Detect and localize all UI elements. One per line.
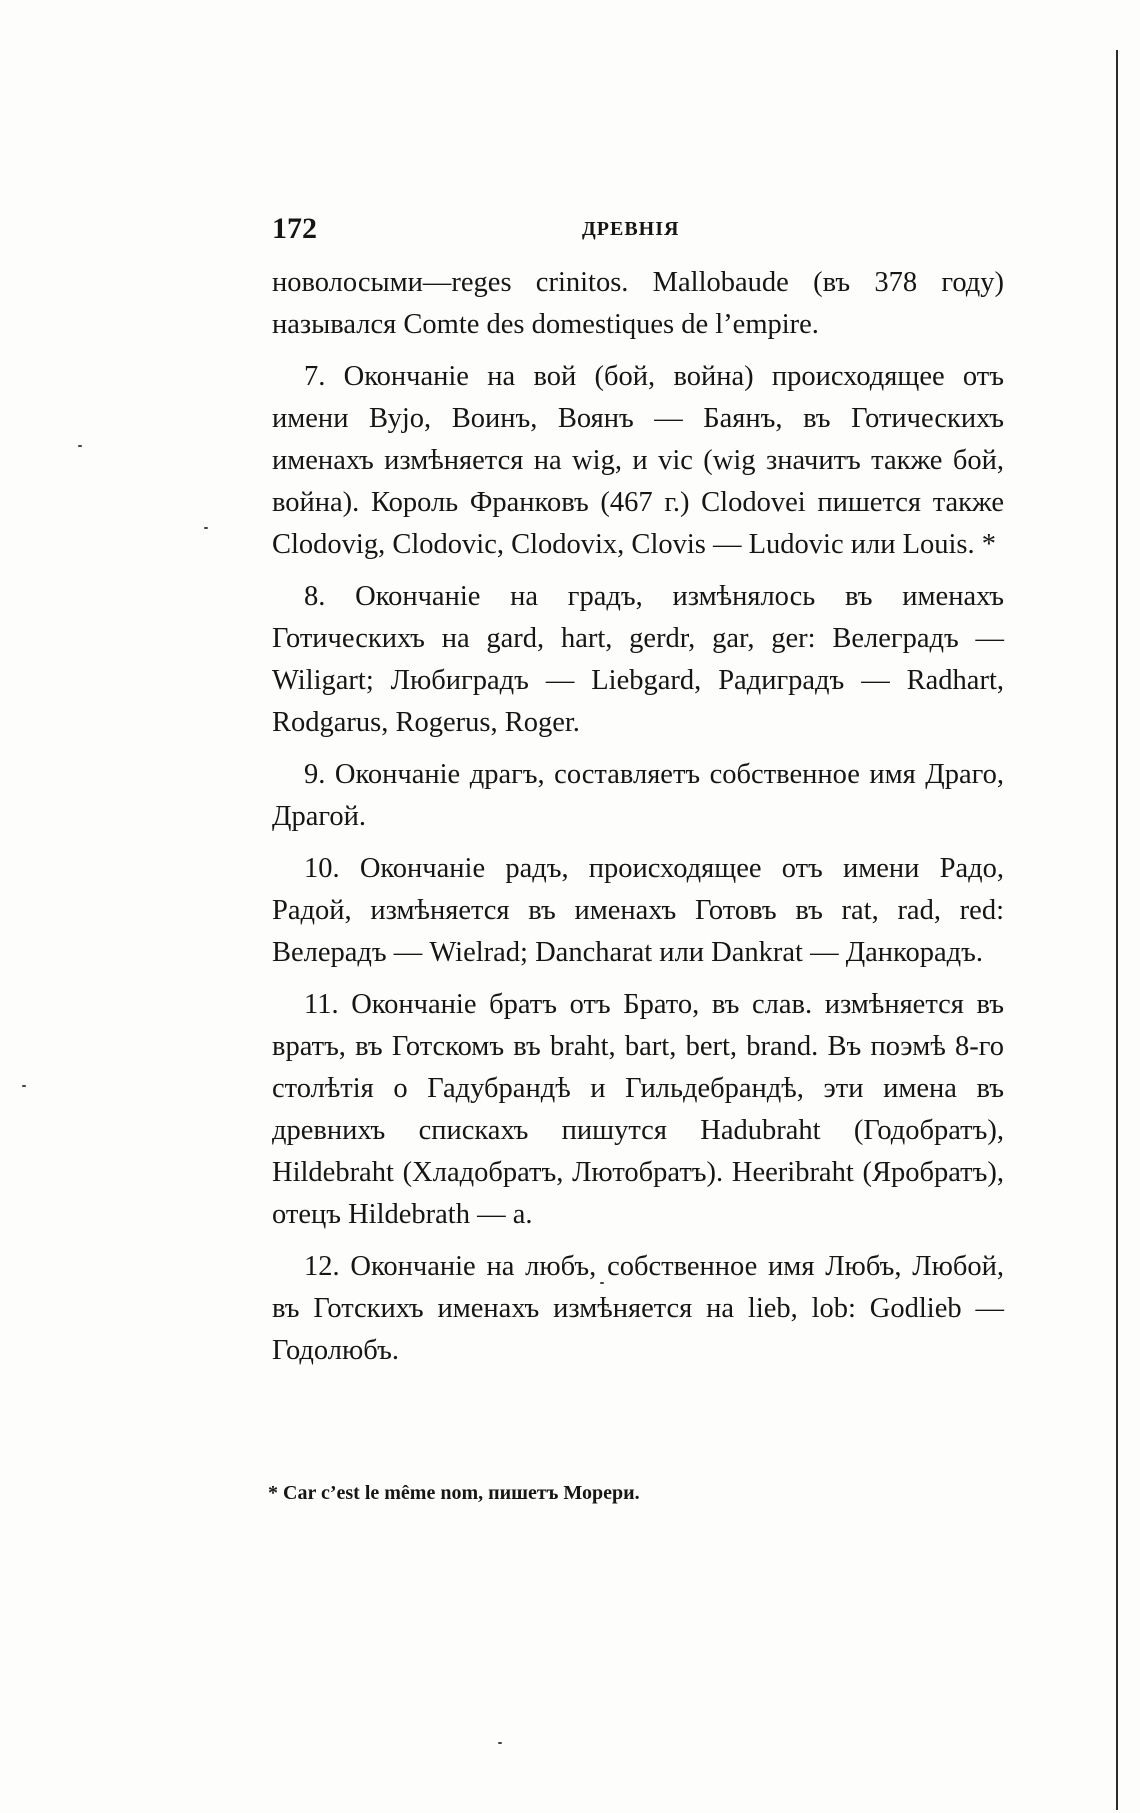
paragraph-7: 7. Окончаніе на вой (бой, война) происходящее отъ имени Вујо, Воинъ, Воянъ — Баянъ, въ Готическихъ именахъ измѣняется на wig, и vic (wig значитъ также бой, война). Король Франковъ (467 г.) Clodovei пишется также Clodovig, Clodovic, Clodovix, Clovis — Ludovic или Louis. * (272, 361, 1004, 560)
footnote: * Car c’est le même nom, пишетъ Морери. (268, 1482, 640, 1504)
paragraph-10: 10. Окончаніе радъ, происходящее отъ имени Радо, Радой, измѣняется въ именахъ Готовъ въ rat, rad, red: Велерадъ — Wielrad; Dancharat или Dankrat — Данкорадъ. (272, 853, 1004, 968)
page-edge-line (1116, 50, 1118, 1810)
running-head: ДРЕВНІЯ (582, 218, 680, 240)
scan-speck (204, 527, 208, 529)
paragraph-continuation: новолосыми—reges crinitos. Mallobaude (въ 378 году) назывался Comte des domestiques de l’empire. (272, 267, 1004, 340)
paragraph-8: 8. Окончаніе на градъ, измѣнялось въ именахъ Готическихъ на gard, hart, gerdr, gar, ger: Велеградъ — Wiligart; Любиградъ — Liebgard, Радиградъ — Radhart, Rodgarus, Rogerus, Roger. (272, 581, 1004, 738)
page-header (272, 212, 1004, 248)
scan-speck (22, 1085, 26, 1087)
scan-speck (78, 445, 82, 447)
scan-speck (600, 1282, 604, 1284)
paragraph-11: 11. Окончаніе братъ отъ Брато, въ слав. измѣняется въ вратъ, въ Готскомъ въ braht, bart, bert, brand. Въ поэмѣ 8-го столѣтія о Гадубрандѣ и Гильдебрандѣ, эти имена въ древнихъ спискахъ пишутся Hadubraht (Годобратъ), Hildebraht (Хладобратъ, Лютобратъ). Heeribraht (Яробратъ), отецъ Hildebrath — a. (272, 989, 1004, 1230)
paragraph-12: 12. Окончаніе на любъ, собственное имя Любъ, Любой, въ Готскихъ именахъ измѣняется на lieb, lob: Godlieb — Годолюбъ. (272, 1251, 1004, 1366)
scan-speck (498, 1742, 502, 1744)
page-number: 172 (272, 212, 317, 245)
paragraph-9: 9. Окончаніе драгъ, составляетъ собственное имя Драго, Драгой. (272, 759, 1004, 832)
body-text (272, 262, 1004, 1382)
